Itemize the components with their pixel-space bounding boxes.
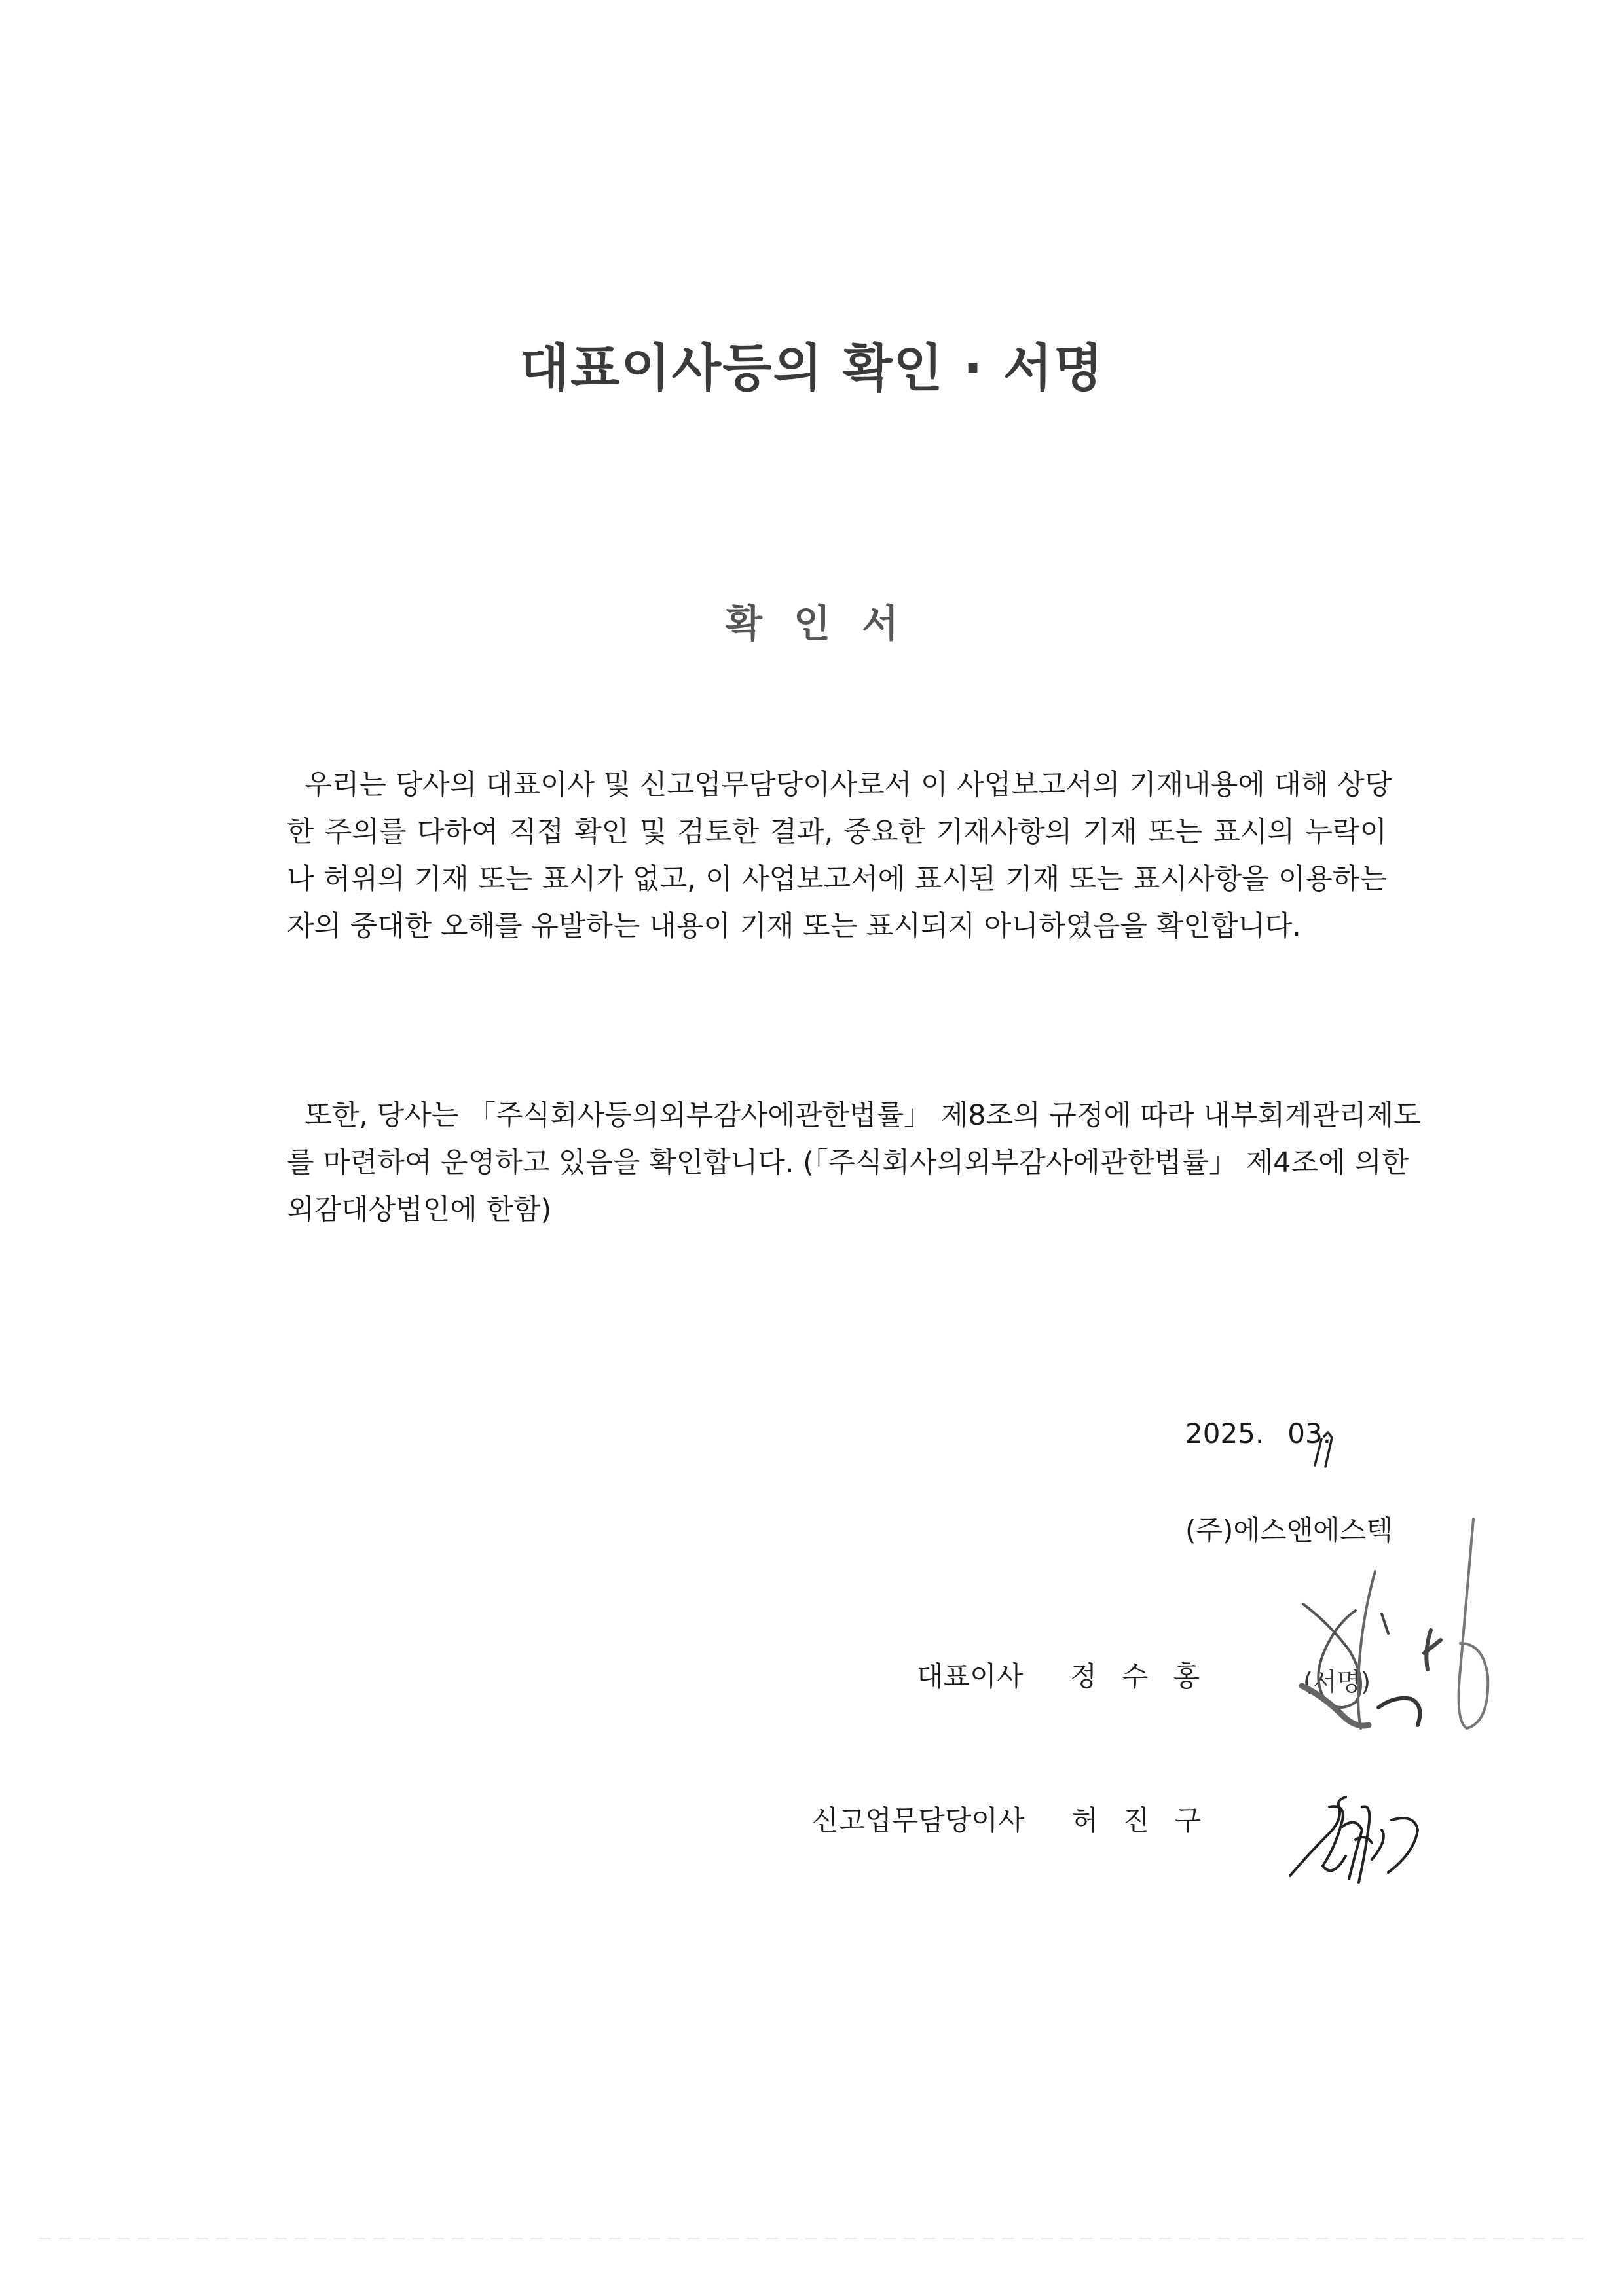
paragraph-line: 한 주의를 다하여 직접 확인 및 검토한 결과, 중요한 기재사항의 기재 또는 표시의 누락이 — [287, 816, 1387, 848]
paragraph-line: 자의 중대한 오해를 유발하는 내용이 기재 또는 표시되지 아니하였음을 확인합니다. — [287, 910, 1301, 943]
signatory-name: 허진구 — [1071, 1804, 1227, 1836]
signatory-role: 신고업무담당이사 — [812, 1804, 1025, 1836]
ceo-signature-icon — [1283, 1499, 1545, 1748]
paragraph-line: 외감대상법인에 한함) — [287, 1194, 552, 1226]
date-year: 2025. — [1185, 1417, 1264, 1449]
paragraph-line: 나 허위의 기재 또는 표시가 없고, 이 사업보고서에 표시된 기재 또는 표시사항을 이용하는 — [287, 863, 1387, 896]
paragraph-line: 우리는 당사의 대표이사 및 신고업무담당이사로서 이 사업보고서의 기재내용에 대해 상당 — [287, 769, 1392, 801]
signatory-ceo — [917, 1655, 1225, 1694]
signatory-disclosure-officer — [812, 1799, 1226, 1838]
sign-label: (서명) — [1303, 1667, 1371, 1696]
page-title: 대표이사등의 확인 · 서명 — [519, 339, 1105, 398]
paragraph-line: 를 마련하여 운영하고 있음을 확인합니다. (「주식회사의외부감사에관한법률」 제4조에 의한 — [287, 1146, 1409, 1179]
signatory-role: 대표이사 — [917, 1660, 1024, 1692]
paragraph-line: 또한, 당사는 「주식회사등의외부감사에관한법률」 제8조의 규정에 따라 내부회계관리제도 — [287, 1099, 1421, 1132]
confirmation-paragraph — [287, 761, 1392, 950]
internal-control-paragraph — [287, 1092, 1421, 1233]
scan-artifact-line — [39, 2238, 1585, 2239]
confirmation-subtitle: 확인서 — [725, 601, 931, 646]
disclosure-officer-signature-icon — [1283, 1768, 1447, 1899]
company-name: (주)에스앤에스텍 — [1185, 1514, 1393, 1546]
date-month: 03. — [1287, 1417, 1332, 1449]
handwritten-day-icon — [1310, 1427, 1349, 1480]
signatory-name: 정수홍 — [1070, 1660, 1225, 1692]
